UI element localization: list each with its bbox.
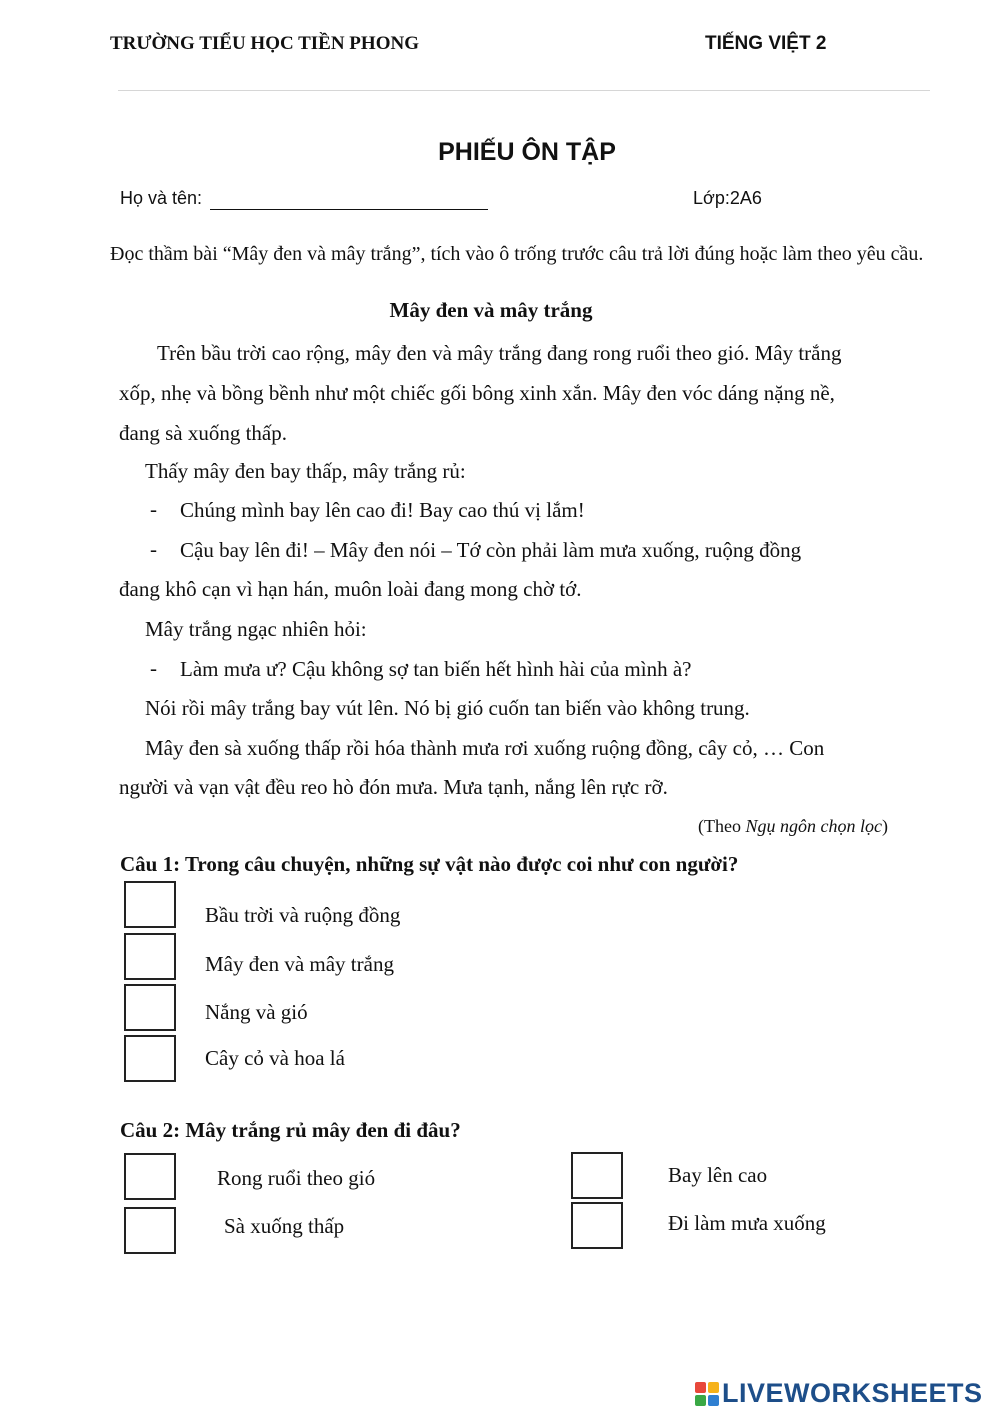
story-line: Làm mưa ư? Cậu không sợ tan biến hết hình hài của mình à? [180, 657, 692, 681]
story-line: Mây đen sà xuống thấp rồi hóa thành mưa rơi xuống ruộng đồng, cây cỏ, … Con [145, 736, 825, 760]
q2-checkbox-3[interactable] [571, 1152, 623, 1199]
logo-square-yellow [708, 1382, 719, 1393]
logo-square-red [695, 1382, 706, 1393]
story-line: Nói rồi mây trắng bay vút lên. Nó bị gió cuốn tan biến vào không trung. [145, 696, 750, 720]
q1-checkbox-3[interactable] [124, 984, 176, 1031]
instruction-text: Đọc thầm bài “Mây đen và mây trắng”, tích vào ô trống trước câu trả lời đúng hoặc làm theo yêu cầu. [110, 243, 924, 265]
story-line: đang khô cạn vì hạn hán, muôn loài đang mong chờ tớ. [119, 577, 582, 601]
story-line: người và vạn vật đều reo hò đón mưa. Mưa tạnh, nắng lên rực rỡ. [119, 775, 668, 799]
dialogue-dash: - [150, 537, 157, 561]
worksheet-title: PHIẾU ÔN TẬP [438, 138, 616, 166]
q1-option-3: Nắng và gió [205, 1000, 308, 1024]
subject-name: TIẾNG VIỆT 2 [705, 33, 827, 54]
liveworksheets-logo-icon [695, 1382, 719, 1406]
q2-option-3: Bay lên cao [668, 1163, 768, 1187]
q2-checkbox-2[interactable] [124, 1207, 176, 1254]
liveworksheets-logo-text: LIVEWORKSHEETS [722, 1378, 983, 1408]
story-line: Trên bầu trời cao rộng, mây đen và mây trắng đang rong ruổi theo gió. Mây trắng [157, 341, 842, 365]
question-1-title: Câu 1: Trong câu chuyện, những sự vật nào được coi như con người? [120, 852, 739, 876]
logo-square-green [695, 1395, 706, 1406]
q1-option-4: Cây cỏ và hoa lá [205, 1046, 345, 1070]
q1-checkbox-4[interactable] [124, 1035, 176, 1082]
liveworksheets-logo[interactable] [695, 1378, 983, 1409]
q1-checkbox-1[interactable] [124, 881, 176, 928]
q2-option-2: Sà xuống thấp [224, 1214, 345, 1238]
story-line: Cậu bay lên đi! – Mây đen nói – Tớ còn phải làm mưa xuống, ruộng đồng [180, 538, 802, 562]
q2-checkbox-1[interactable] [124, 1153, 176, 1200]
q1-option-1: Bầu trời và ruộng đồng [205, 903, 401, 927]
dialogue-dash: - [150, 656, 157, 680]
story-line: Mây trắng ngạc nhiên hỏi: [145, 617, 367, 641]
story-line: Chúng mình bay lên cao đi! Bay cao thú vị lắm! [180, 498, 585, 522]
dialogue-dash: - [150, 497, 157, 521]
q2-option-4: Đi làm mưa xuống [668, 1211, 826, 1235]
question-2-title: Câu 2: Mây trắng rủ mây đen đi đâu? [120, 1118, 461, 1142]
name-input-line[interactable] [210, 209, 488, 210]
q2-option-1: Rong ruổi theo gió [217, 1166, 376, 1190]
logo-square-blue [708, 1395, 719, 1406]
class-label: Lớp:2A6 [693, 188, 762, 208]
q2-checkbox-4[interactable] [571, 1202, 623, 1249]
school-name: TRƯỜNG TIỂU HỌC TIỀN PHONG [110, 33, 419, 54]
header-divider [118, 90, 930, 91]
story-line: xốp, nhẹ và bồng bềnh như một chiếc gối bông xinh xắn. Mây đen vóc dáng nặng nề, [119, 381, 835, 405]
q1-option-2: Mây đen và mây trắng [205, 952, 394, 976]
q1-checkbox-2[interactable] [124, 933, 176, 980]
story-line: Thấy mây đen bay thấp, mây trắng rủ: [145, 459, 466, 483]
story-title: Mây đen và mây trắng [389, 298, 593, 322]
name-label: Họ và tên: [120, 188, 203, 208]
story-line: đang sà xuống thấp. [119, 421, 287, 445]
story-source: (Theo Ngụ ngôn chọn lọc) [698, 816, 888, 836]
